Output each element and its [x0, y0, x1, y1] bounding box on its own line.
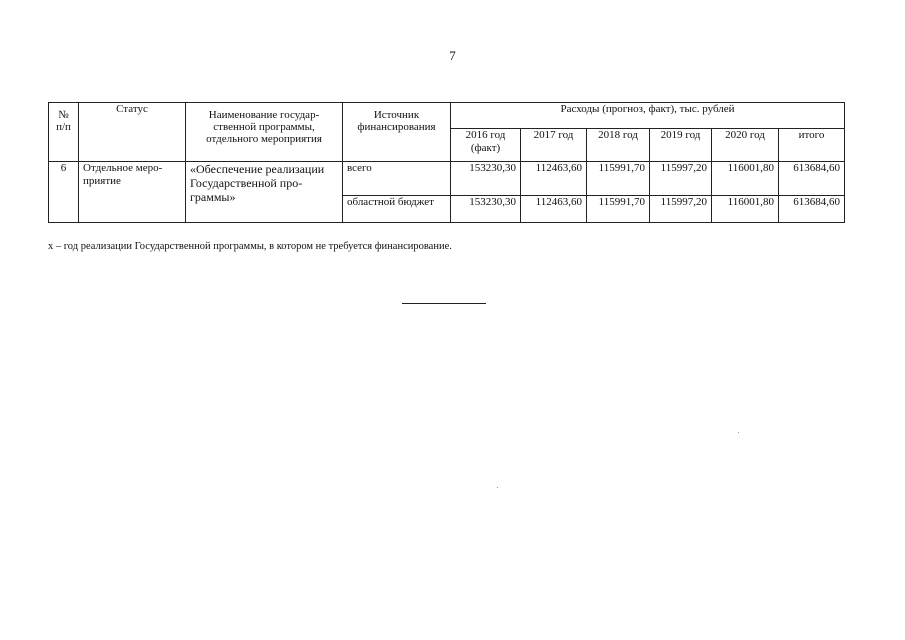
header-year-2020: 2020 год [712, 129, 779, 162]
value-cell: 115991,70 [587, 162, 650, 196]
scan-speck [738, 432, 739, 433]
value-cell: 116001,80 [712, 162, 779, 196]
page-number: 7 [449, 48, 456, 63]
header-expenses: Расходы (прогноз, факт), тыс. рублей [451, 103, 845, 129]
source-label: областной бюджет [343, 196, 451, 223]
value-cell: 115997,20 [650, 162, 712, 196]
expenses-table [48, 102, 845, 223]
value-cell: 613684,60 [779, 196, 845, 223]
header-status: Статус [79, 103, 186, 162]
row-name: «Обеспечение реализации Государственной про-граммы» [186, 162, 343, 223]
table-row [49, 162, 845, 196]
value-cell: 115997,20 [650, 196, 712, 223]
header-year-2019: 2019 год [650, 129, 712, 162]
header-num: № п/п [49, 103, 79, 162]
header-source: Источник финансирования [343, 103, 451, 162]
source-label: всего [343, 162, 451, 196]
value-cell: 153230,30 [451, 196, 521, 223]
header-year-2018: 2018 год [587, 129, 650, 162]
value-cell: 112463,60 [521, 162, 587, 196]
row-status: Отдельное меро-приятие [79, 162, 186, 223]
header-year-2017: 2017 год [521, 129, 587, 162]
value-cell: 112463,60 [521, 196, 587, 223]
value-cell: 613684,60 [779, 162, 845, 196]
end-divider [402, 303, 486, 304]
value-cell: 153230,30 [451, 162, 521, 196]
header-name: Наименование государ-ственной программы, отдельного мероприятия [186, 103, 343, 162]
footnote: х – год реализации Государственной программы, в котором не требуется финансирование. [48, 241, 452, 252]
value-cell: 116001,80 [712, 196, 779, 223]
scan-speck [497, 487, 498, 488]
row-num: 6 [49, 162, 79, 223]
header-total: итого [779, 129, 845, 162]
header-year-2016: 2016 год (факт) [451, 129, 521, 162]
value-cell: 115991,70 [587, 196, 650, 223]
